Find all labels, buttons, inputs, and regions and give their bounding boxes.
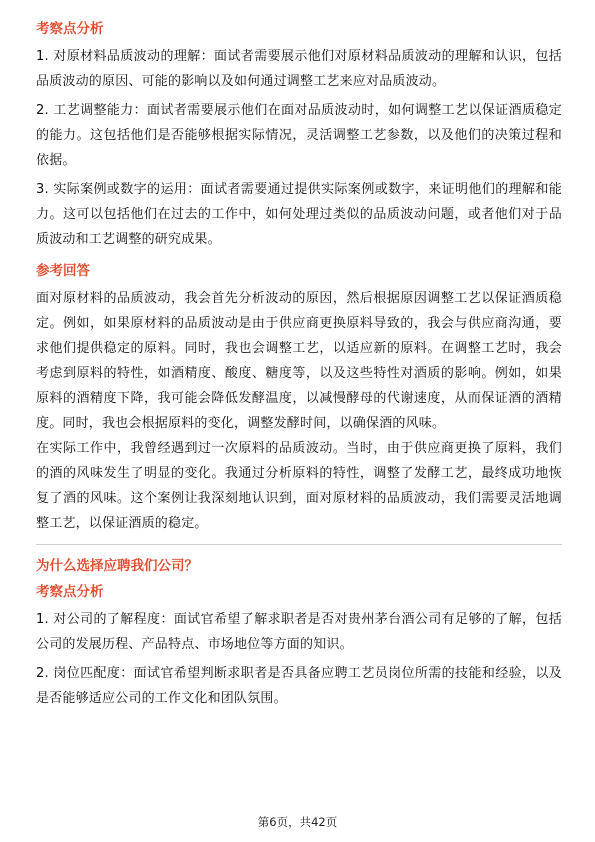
- document-page: [36, 18, 562, 711]
- analysis-heading: 考察点分析: [36, 21, 104, 37]
- analysis-item: 2. 岗位匹配度：面试官希望判断求职者是否具备应聘工艺员岗位所需的技能和经验，以及是否能够适应公司的工作文化和团队氛围。: [36, 666, 562, 706]
- section-divider: [36, 544, 562, 545]
- page-number: 第6页，共42页: [257, 815, 338, 829]
- analysis-item: 1. 对公司的了解程度：面试官希望了解求职者是否对贵州茅台酒公司有足够的了解，包括公司的发展历程、产品特点、市场地位等方面的知识。: [36, 612, 562, 652]
- analysis-item: 3. 实际案例或数字的运用：面试者需要通过提供实际案例或数字，来证明他们的理解和能力。这可以包括他们在过去的工作中，如何处理过类似的品质波动问题，或者他们对于品质波动和工艺调整的研究成果。: [36, 182, 562, 247]
- answer-heading: 参考回答: [36, 263, 90, 279]
- answer-paragraph: 在实际工作中，我曾经遇到过一次原料的品质波动。当时，由于供应商更换了原料，我们的酒的风味发生了明显的变化。我通过分析原料的特性，调整了发酵工艺，最终成功地恢复了酒的风味。这个案例让我深刻地认识到，面对原材料的品质波动，我们需要灵活地调整工艺，以保证酒质的稳定。: [36, 441, 562, 531]
- answer-paragraph: 面对原材料的品质波动，我会首先分析波动的原因，然后根据原因调整工艺以保证酒质稳定。例如，如果原材料的品质波动是由于供应商更换原料导致的，我会与供应商沟通，要求他们提供稳定的原料。同时，我也会调整工艺，以适应新的原料。在调整工艺时，我会考虑到原料的特性，如酒精度、酸度、糖度等，以及这些特性对酒质的影响。例如，如果原料的酒精度下降，我可能会降低发酵温度，以减慢酵母的代谢速度，从而保证酒的酒精度。同时，我也会根据原料的变化，调整发酵时间，以确保酒的风味。: [36, 291, 562, 431]
- analysis-item: 2. 工艺调整能力：面试者需要展示他们在面对品质波动时，如何调整工艺以保证酒质稳定的能力。这包括他们是否能够根据实际情况，灵活调整工艺参数，以及他们的决策过程和依据。: [36, 103, 562, 168]
- analysis-item: 1. 对原材料品质波动的理解：面试者需要展示他们对原材料品质波动的理解和认识，包括品质波动的原因、可能的影响以及如何通过调整工艺来应对品质波动。: [36, 49, 562, 89]
- question-title: 为什么选择应聘我们公司？: [36, 558, 198, 574]
- analysis-heading: 考察点分析: [36, 584, 104, 600]
